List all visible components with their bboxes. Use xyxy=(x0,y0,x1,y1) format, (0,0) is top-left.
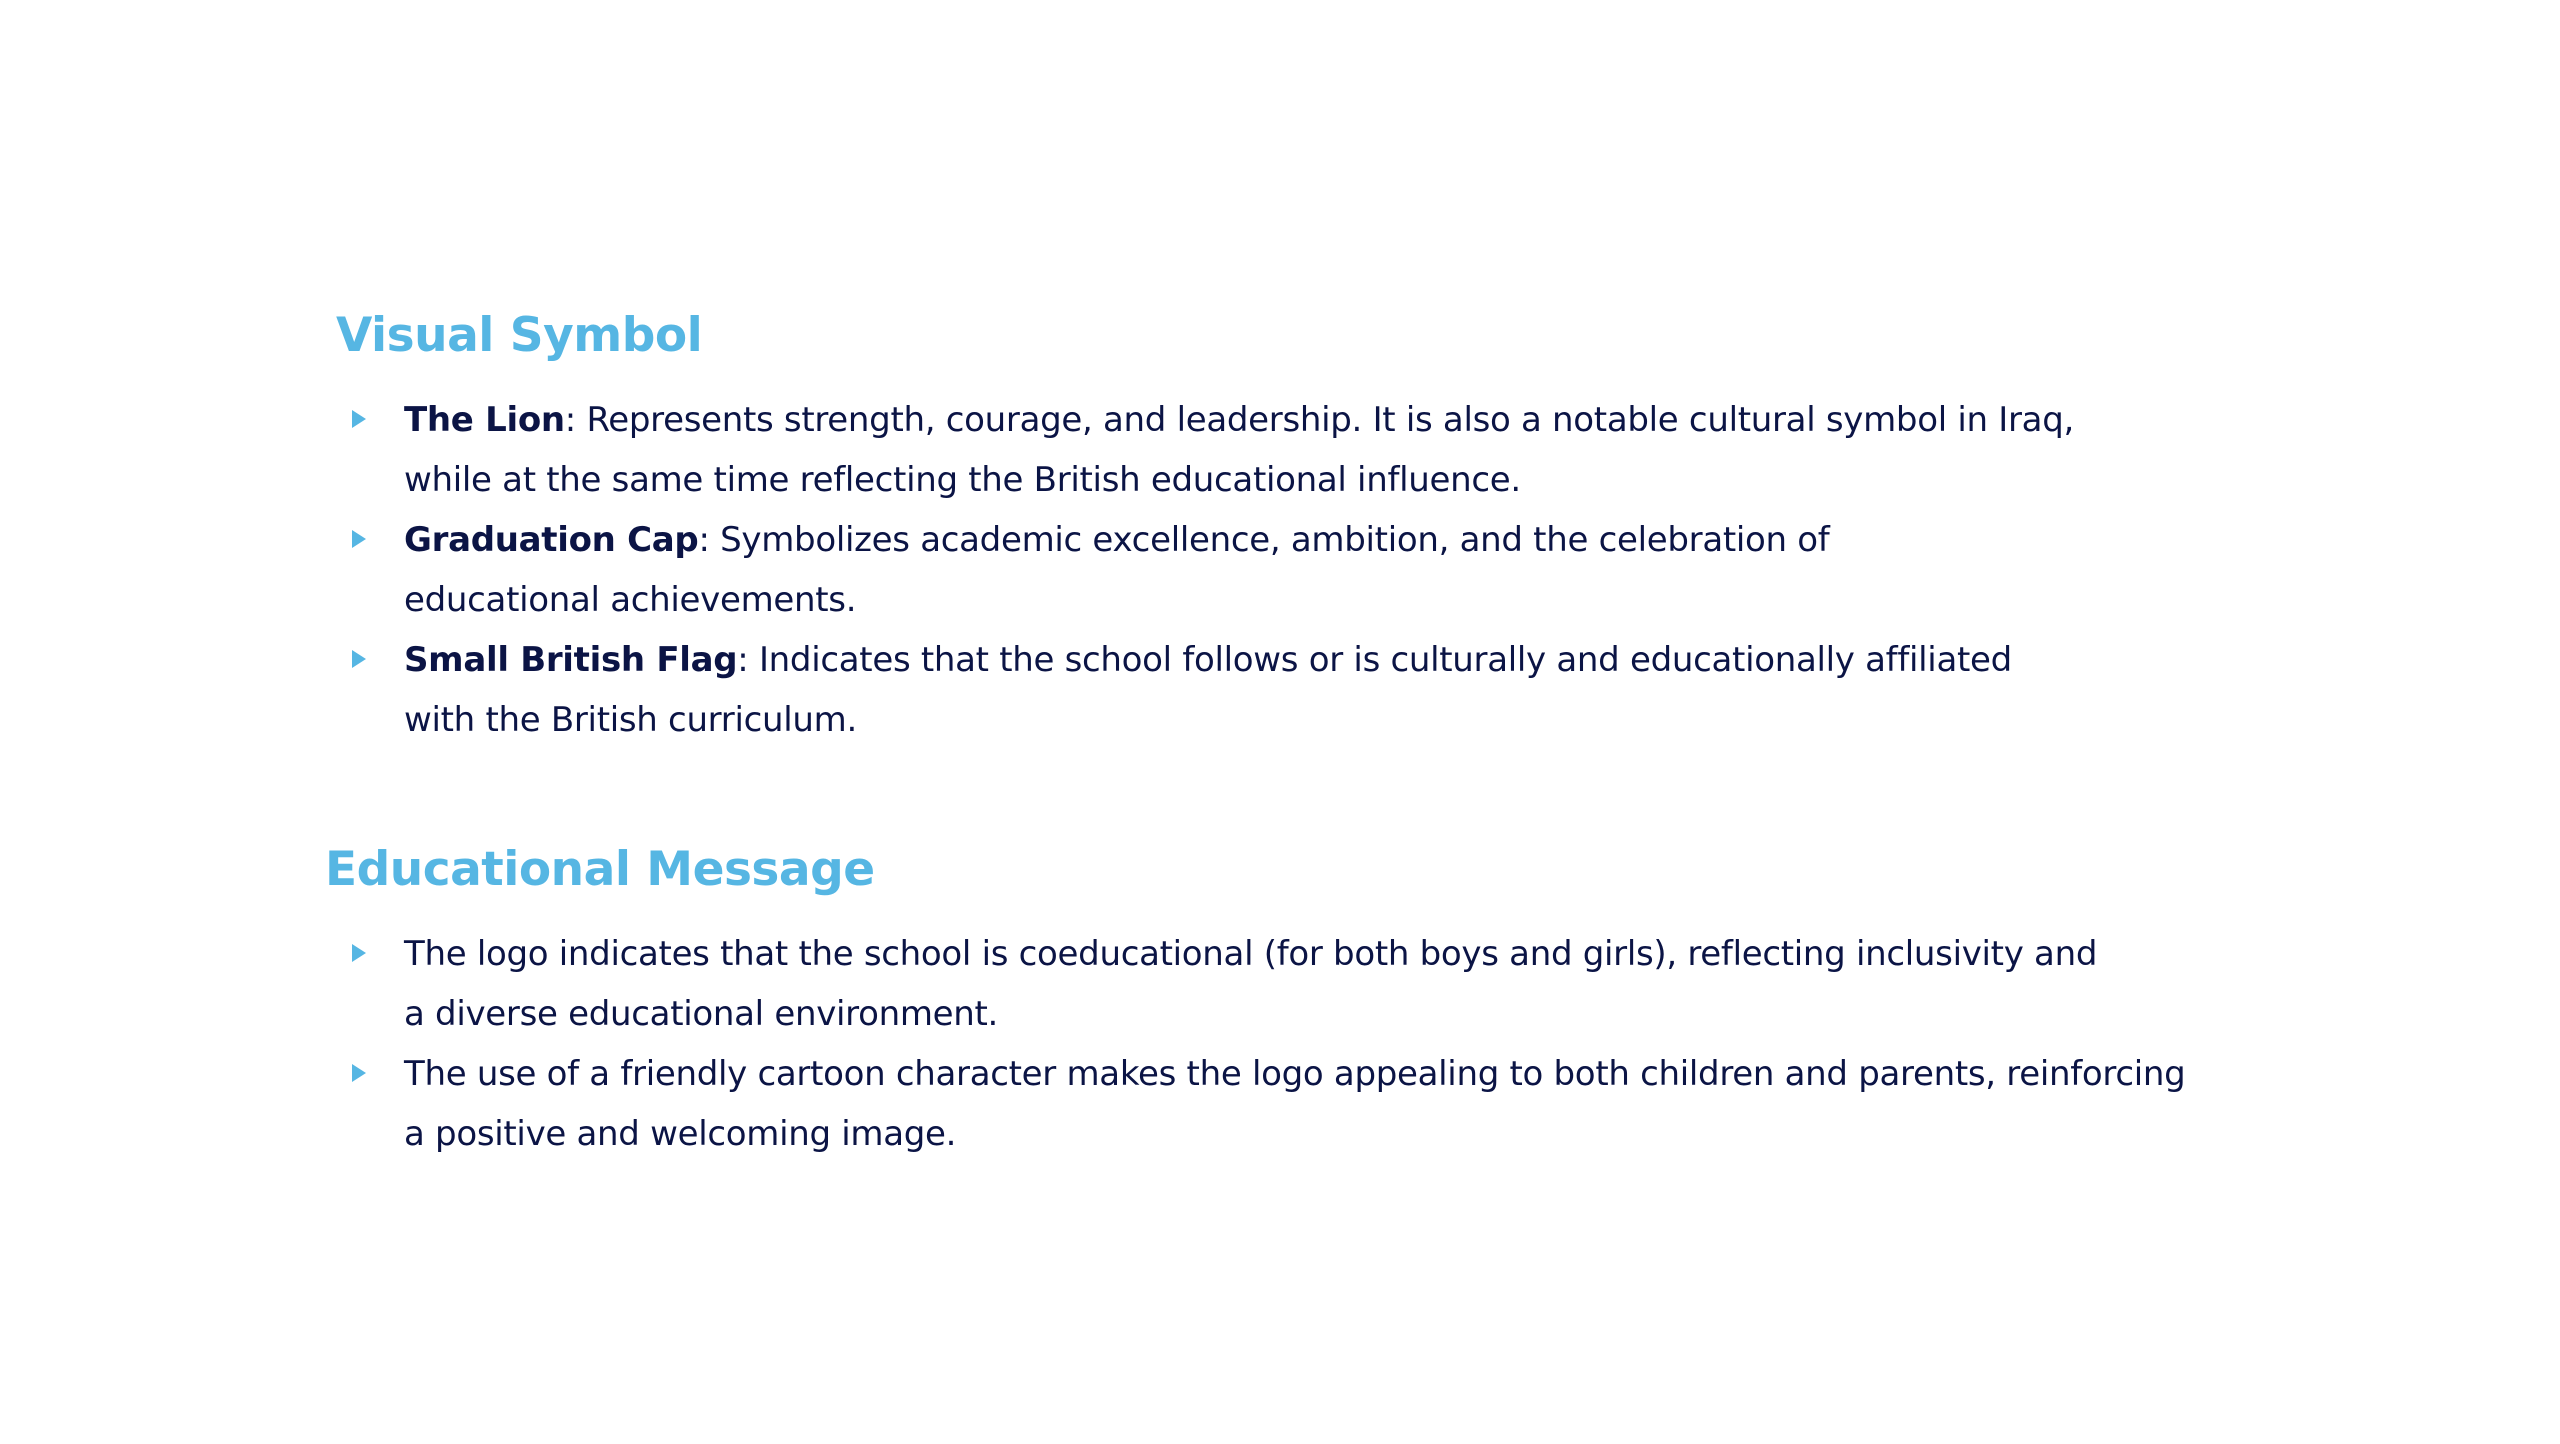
item-description-continued: a positive and welcoming image. xyxy=(404,1114,957,1154)
list-item xyxy=(0,390,2404,510)
item-term: Small British Flag xyxy=(404,640,738,680)
triangle-right-icon xyxy=(352,410,366,428)
item-term: Graduation Cap xyxy=(404,520,699,560)
item-description: : Represents strength, courage, and leadership. It is also a notable cultural symbol in Iraq, xyxy=(564,400,2074,440)
visual-symbol-list xyxy=(0,390,2404,750)
list-item xyxy=(0,510,2404,630)
item-term: The Lion xyxy=(404,400,565,440)
list-item xyxy=(0,1044,2404,1164)
triangle-right-icon xyxy=(352,1064,366,1082)
item-description: The logo indicates that the school is coeducational (for both boys and girls), reflecting inclusivity and xyxy=(404,934,2098,974)
list-item xyxy=(0,924,2404,1044)
item-description: : Indicates that the school follows or is culturally and educationally affiliated xyxy=(737,640,2012,680)
item-description: : Symbolizes academic excellence, ambition, and the celebration of xyxy=(698,520,1830,560)
triangle-right-icon xyxy=(352,944,366,962)
educational-message-heading: Educational Message xyxy=(325,842,875,897)
triangle-right-icon xyxy=(352,650,366,668)
item-description-continued: with the British curriculum. xyxy=(404,700,857,740)
item-description-continued: educational achievements. xyxy=(404,580,857,620)
visual-symbol-heading: Visual Symbol xyxy=(336,308,703,363)
triangle-right-icon xyxy=(352,530,366,548)
list-item xyxy=(0,630,2404,750)
item-description-continued: while at the same time reflecting the British educational influence. xyxy=(404,460,1521,500)
educational-message-list xyxy=(0,924,2404,1164)
item-description-continued: a diverse educational environment. xyxy=(404,994,999,1034)
item-description: The use of a friendly cartoon character makes the logo appealing to both children and parents, reinforcing xyxy=(404,1054,2186,1094)
